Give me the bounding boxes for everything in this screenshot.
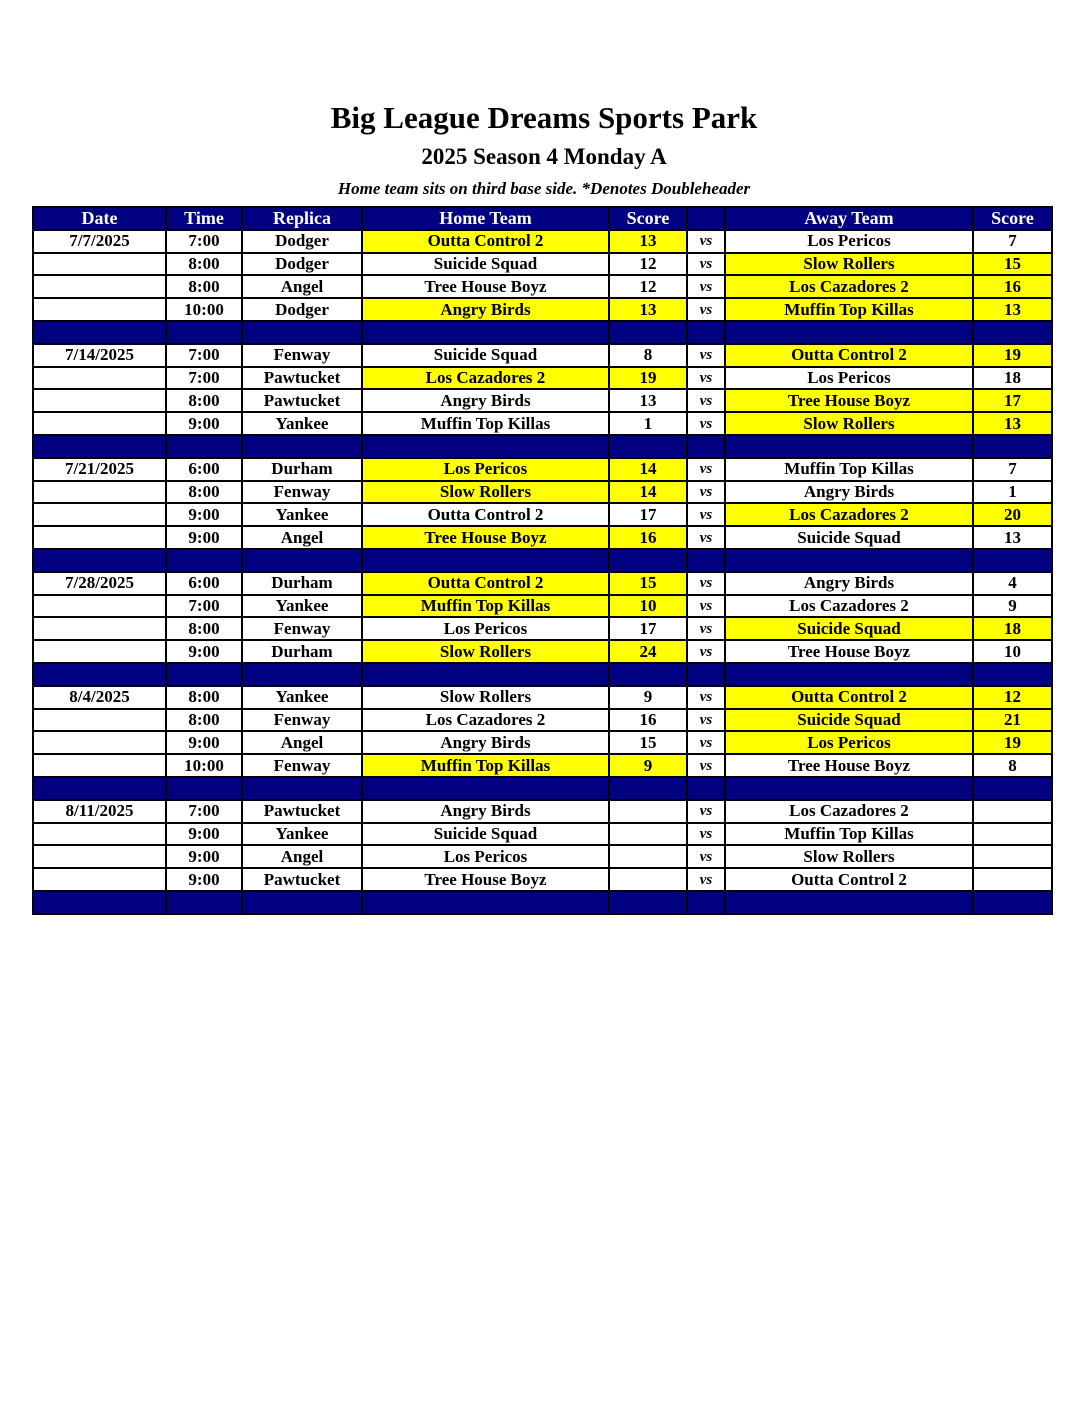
week-separator [33, 435, 1052, 458]
game-replica: Angel [242, 731, 362, 754]
game-row [33, 709, 1052, 732]
game-date [33, 823, 166, 846]
page-subtitle: 2025 Season 4 Monday A [421, 144, 667, 169]
away-score: 16 [973, 275, 1052, 298]
away-score: 20 [973, 503, 1052, 526]
away-score [973, 823, 1052, 846]
home-team: Los Pericos [362, 458, 609, 481]
game-date [33, 389, 166, 412]
game-date [33, 845, 166, 868]
game-date [33, 754, 166, 777]
week-separator [33, 321, 1052, 344]
game-time: 7:00 [166, 230, 242, 253]
home-score: 9 [609, 754, 687, 777]
vs-label: vs [687, 868, 725, 891]
game-time: 9:00 [166, 640, 242, 663]
home-team: Los Cazadores 2 [362, 709, 609, 732]
home-score: 24 [609, 640, 687, 663]
separator-cell [33, 777, 166, 800]
game-time: 7:00 [166, 800, 242, 823]
separator-cell [242, 777, 362, 800]
game-row [33, 481, 1052, 504]
game-row [33, 754, 1052, 777]
game-replica: Dodger [242, 253, 362, 276]
game-time: 8:00 [166, 481, 242, 504]
game-date [33, 412, 166, 435]
separator-cell [973, 891, 1052, 914]
game-row [33, 298, 1052, 321]
home-score: 17 [609, 617, 687, 640]
away-team: Los Cazadores 2 [725, 275, 973, 298]
separator-cell [609, 663, 687, 686]
game-date [33, 640, 166, 663]
game-row [33, 344, 1052, 367]
away-team: Suicide Squad [725, 617, 973, 640]
game-replica: Angel [242, 526, 362, 549]
game-replica: Yankee [242, 823, 362, 846]
separator-cell [33, 321, 166, 344]
game-replica: Angel [242, 275, 362, 298]
home-team: Outta Control 2 [362, 572, 609, 595]
game-row [33, 823, 1052, 846]
away-score: 9 [973, 595, 1052, 618]
separator-cell [242, 435, 362, 458]
game-time: 7:00 [166, 344, 242, 367]
home-team: Suicide Squad [362, 344, 609, 367]
home-score [609, 845, 687, 868]
home-score [609, 868, 687, 891]
home-score: 12 [609, 275, 687, 298]
game-time: 10:00 [166, 754, 242, 777]
home-score: 10 [609, 595, 687, 618]
home-score: 8 [609, 344, 687, 367]
game-date [33, 275, 166, 298]
away-score: 8 [973, 754, 1052, 777]
header-replica: Replica [242, 207, 362, 230]
away-score: 13 [973, 526, 1052, 549]
game-date: 7/21/2025 [33, 458, 166, 481]
home-score: 1 [609, 412, 687, 435]
header-date: Date [33, 207, 166, 230]
game-time: 6:00 [166, 572, 242, 595]
separator-cell [242, 549, 362, 572]
game-date [33, 731, 166, 754]
game-replica: Pawtucket [242, 868, 362, 891]
home-team: Angry Birds [362, 800, 609, 823]
home-team: Suicide Squad [362, 823, 609, 846]
home-score: 9 [609, 686, 687, 709]
home-score: 15 [609, 731, 687, 754]
home-score: 17 [609, 503, 687, 526]
away-score: 19 [973, 731, 1052, 754]
home-score: 15 [609, 572, 687, 595]
game-date [33, 481, 166, 504]
home-team: Suicide Squad [362, 253, 609, 276]
vs-label: vs [687, 503, 725, 526]
separator-cell [242, 663, 362, 686]
vs-label: vs [687, 367, 725, 390]
vs-label: vs [687, 617, 725, 640]
game-time: 9:00 [166, 868, 242, 891]
home-team: Slow Rollers [362, 640, 609, 663]
away-score: 7 [973, 458, 1052, 481]
away-team: Angry Birds [725, 572, 973, 595]
game-row [33, 845, 1052, 868]
game-time: 10:00 [166, 298, 242, 321]
away-team: Tree House Boyz [725, 754, 973, 777]
home-team: Los Pericos [362, 845, 609, 868]
separator-cell [973, 549, 1052, 572]
away-score: 13 [973, 298, 1052, 321]
vs-label: vs [687, 230, 725, 253]
game-row [33, 389, 1052, 412]
separator-cell [362, 435, 609, 458]
vs-label: vs [687, 845, 725, 868]
game-replica: Pawtucket [242, 367, 362, 390]
home-score [609, 800, 687, 823]
game-replica: Fenway [242, 344, 362, 367]
separator-cell [725, 435, 973, 458]
away-team: Suicide Squad [725, 526, 973, 549]
vs-label: vs [687, 595, 725, 618]
vs-label: vs [687, 526, 725, 549]
separator-cell [973, 663, 1052, 686]
separator-cell [362, 549, 609, 572]
separator-cell [687, 321, 725, 344]
separator-cell [687, 891, 725, 914]
separator-cell [609, 777, 687, 800]
separator-cell [687, 777, 725, 800]
game-time: 8:00 [166, 275, 242, 298]
away-team: Los Cazadores 2 [725, 595, 973, 618]
separator-cell [33, 549, 166, 572]
away-team: Slow Rollers [725, 412, 973, 435]
separator-cell [725, 549, 973, 572]
away-score: 4 [973, 572, 1052, 595]
vs-label: vs [687, 800, 725, 823]
vs-label: vs [687, 253, 725, 276]
game-date [33, 503, 166, 526]
away-score [973, 845, 1052, 868]
home-team: Muffin Top Killas [362, 595, 609, 618]
game-time: 9:00 [166, 823, 242, 846]
game-date [33, 617, 166, 640]
away-score [973, 868, 1052, 891]
home-score: 16 [609, 709, 687, 732]
game-row [33, 412, 1052, 435]
header-away-score: Score [973, 207, 1052, 230]
game-replica: Durham [242, 458, 362, 481]
home-team: Angry Birds [362, 389, 609, 412]
home-team: Los Pericos [362, 617, 609, 640]
home-score: 12 [609, 253, 687, 276]
away-team: Outta Control 2 [725, 868, 973, 891]
separator-cell [33, 663, 166, 686]
game-row [33, 503, 1052, 526]
vs-label: vs [687, 481, 725, 504]
week-separator [33, 549, 1052, 572]
away-team: Angry Birds [725, 481, 973, 504]
home-team: Muffin Top Killas [362, 412, 609, 435]
separator-cell [609, 321, 687, 344]
game-time: 8:00 [166, 253, 242, 276]
separator-cell [166, 777, 242, 800]
away-team: Los Cazadores 2 [725, 503, 973, 526]
game-time: 7:00 [166, 595, 242, 618]
game-row [33, 526, 1052, 549]
away-team: Tree House Boyz [725, 389, 973, 412]
game-date: 7/28/2025 [33, 572, 166, 595]
doubleheader-note: Home team sits on third base side. *Denotes Doubleheader [337, 179, 751, 198]
away-score: 12 [973, 686, 1052, 709]
game-replica: Fenway [242, 754, 362, 777]
header-home-score: Score [609, 207, 687, 230]
game-date [33, 253, 166, 276]
separator-cell [33, 891, 166, 914]
game-time: 8:00 [166, 389, 242, 412]
game-date: 8/11/2025 [33, 800, 166, 823]
away-score: 18 [973, 367, 1052, 390]
vs-label: vs [687, 686, 725, 709]
header-home-team: Home Team [362, 207, 609, 230]
game-row [33, 275, 1052, 298]
separator-cell [362, 891, 609, 914]
separator-cell [609, 891, 687, 914]
schedule-body [33, 230, 1052, 914]
away-score: 15 [973, 253, 1052, 276]
game-replica: Durham [242, 640, 362, 663]
game-replica: Yankee [242, 595, 362, 618]
vs-label: vs [687, 458, 725, 481]
game-replica: Dodger [242, 230, 362, 253]
separator-cell [687, 549, 725, 572]
week-separator [33, 891, 1052, 914]
home-team: Tree House Boyz [362, 868, 609, 891]
vs-label: vs [687, 275, 725, 298]
away-team: Los Cazadores 2 [725, 800, 973, 823]
separator-cell [687, 663, 725, 686]
game-date [33, 526, 166, 549]
away-score: 7 [973, 230, 1052, 253]
away-score: 21 [973, 709, 1052, 732]
header-vs [687, 207, 725, 230]
vs-label: vs [687, 731, 725, 754]
separator-cell [973, 321, 1052, 344]
separator-cell [166, 321, 242, 344]
game-replica: Yankee [242, 412, 362, 435]
game-replica: Pawtucket [242, 800, 362, 823]
home-team: Muffin Top Killas [362, 754, 609, 777]
separator-cell [725, 321, 973, 344]
game-time: 9:00 [166, 731, 242, 754]
separator-cell [362, 777, 609, 800]
vs-label: vs [687, 298, 725, 321]
game-time: 8:00 [166, 709, 242, 732]
vs-label: vs [687, 754, 725, 777]
game-replica: Yankee [242, 686, 362, 709]
home-team: Outta Control 2 [362, 503, 609, 526]
game-time: 8:00 [166, 686, 242, 709]
away-team: Muffin Top Killas [725, 298, 973, 321]
game-row [33, 686, 1052, 709]
away-team: Suicide Squad [725, 709, 973, 732]
vs-label: vs [687, 344, 725, 367]
game-date: 7/7/2025 [33, 230, 166, 253]
home-team: Angry Birds [362, 731, 609, 754]
vs-label: vs [687, 389, 725, 412]
separator-cell [362, 321, 609, 344]
home-team: Angry Birds [362, 298, 609, 321]
game-date [33, 595, 166, 618]
game-row [33, 617, 1052, 640]
game-replica: Durham [242, 572, 362, 595]
game-replica: Angel [242, 845, 362, 868]
away-score: 1 [973, 481, 1052, 504]
game-row [33, 800, 1052, 823]
away-team: Slow Rollers [725, 845, 973, 868]
separator-cell [973, 435, 1052, 458]
home-score [609, 823, 687, 846]
separator-cell [166, 891, 242, 914]
vs-label: vs [687, 572, 725, 595]
schedule-table [32, 206, 1053, 915]
separator-cell [687, 435, 725, 458]
game-date [33, 298, 166, 321]
home-score: 16 [609, 526, 687, 549]
game-row [33, 572, 1052, 595]
home-team: Slow Rollers [362, 481, 609, 504]
home-team: Tree House Boyz [362, 526, 609, 549]
home-score: 13 [609, 230, 687, 253]
vs-label: vs [687, 823, 725, 846]
game-date: 7/14/2025 [33, 344, 166, 367]
separator-cell [242, 321, 362, 344]
separator-cell [242, 891, 362, 914]
away-team: Los Pericos [725, 731, 973, 754]
game-date: 8/4/2025 [33, 686, 166, 709]
game-row [33, 731, 1052, 754]
separator-cell [609, 435, 687, 458]
home-score: 14 [609, 458, 687, 481]
separator-cell [725, 663, 973, 686]
away-team: Slow Rollers [725, 253, 973, 276]
home-score: 13 [609, 298, 687, 321]
game-replica: Yankee [242, 503, 362, 526]
header-away-team: Away Team [725, 207, 973, 230]
separator-cell [973, 777, 1052, 800]
away-team: Los Pericos [725, 367, 973, 390]
home-team: Outta Control 2 [362, 230, 609, 253]
game-row [33, 868, 1052, 891]
page-title: Big League Dreams Sports Park [330, 100, 758, 135]
game-time: 9:00 [166, 412, 242, 435]
home-score: 13 [609, 389, 687, 412]
home-score: 14 [609, 481, 687, 504]
away-score: 13 [973, 412, 1052, 435]
game-time: 9:00 [166, 845, 242, 868]
away-score: 10 [973, 640, 1052, 663]
home-team: Los Cazadores 2 [362, 367, 609, 390]
game-time: 7:00 [166, 367, 242, 390]
away-team: Outta Control 2 [725, 686, 973, 709]
away-score: 19 [973, 344, 1052, 367]
game-row [33, 595, 1052, 618]
separator-cell [362, 663, 609, 686]
game-time: 9:00 [166, 526, 242, 549]
game-row [33, 458, 1052, 481]
away-team: Outta Control 2 [725, 344, 973, 367]
vs-label: vs [687, 640, 725, 663]
game-row [33, 640, 1052, 663]
home-team: Slow Rollers [362, 686, 609, 709]
separator-cell [33, 435, 166, 458]
separator-cell [609, 549, 687, 572]
header-time: Time [166, 207, 242, 230]
game-time: 8:00 [166, 617, 242, 640]
separator-cell [166, 435, 242, 458]
separator-cell [725, 891, 973, 914]
header-row [33, 207, 1052, 230]
game-replica: Fenway [242, 709, 362, 732]
away-team: Muffin Top Killas [725, 823, 973, 846]
game-date [33, 868, 166, 891]
away-score: 18 [973, 617, 1052, 640]
game-row [33, 367, 1052, 390]
game-row [33, 253, 1052, 276]
away-team: Tree House Boyz [725, 640, 973, 663]
week-separator [33, 663, 1052, 686]
week-separator [33, 777, 1052, 800]
game-row [33, 230, 1052, 253]
game-replica: Pawtucket [242, 389, 362, 412]
away-score: 17 [973, 389, 1052, 412]
game-replica: Fenway [242, 617, 362, 640]
vs-label: vs [687, 412, 725, 435]
away-team: Muffin Top Killas [725, 458, 973, 481]
separator-cell [725, 777, 973, 800]
game-time: 6:00 [166, 458, 242, 481]
vs-label: vs [687, 709, 725, 732]
game-replica: Dodger [242, 298, 362, 321]
game-replica: Fenway [242, 481, 362, 504]
home-team: Tree House Boyz [362, 275, 609, 298]
game-date [33, 709, 166, 732]
separator-cell [166, 663, 242, 686]
home-score: 19 [609, 367, 687, 390]
away-score [973, 800, 1052, 823]
game-date [33, 367, 166, 390]
game-time: 9:00 [166, 503, 242, 526]
away-team: Los Pericos [725, 230, 973, 253]
separator-cell [166, 549, 242, 572]
